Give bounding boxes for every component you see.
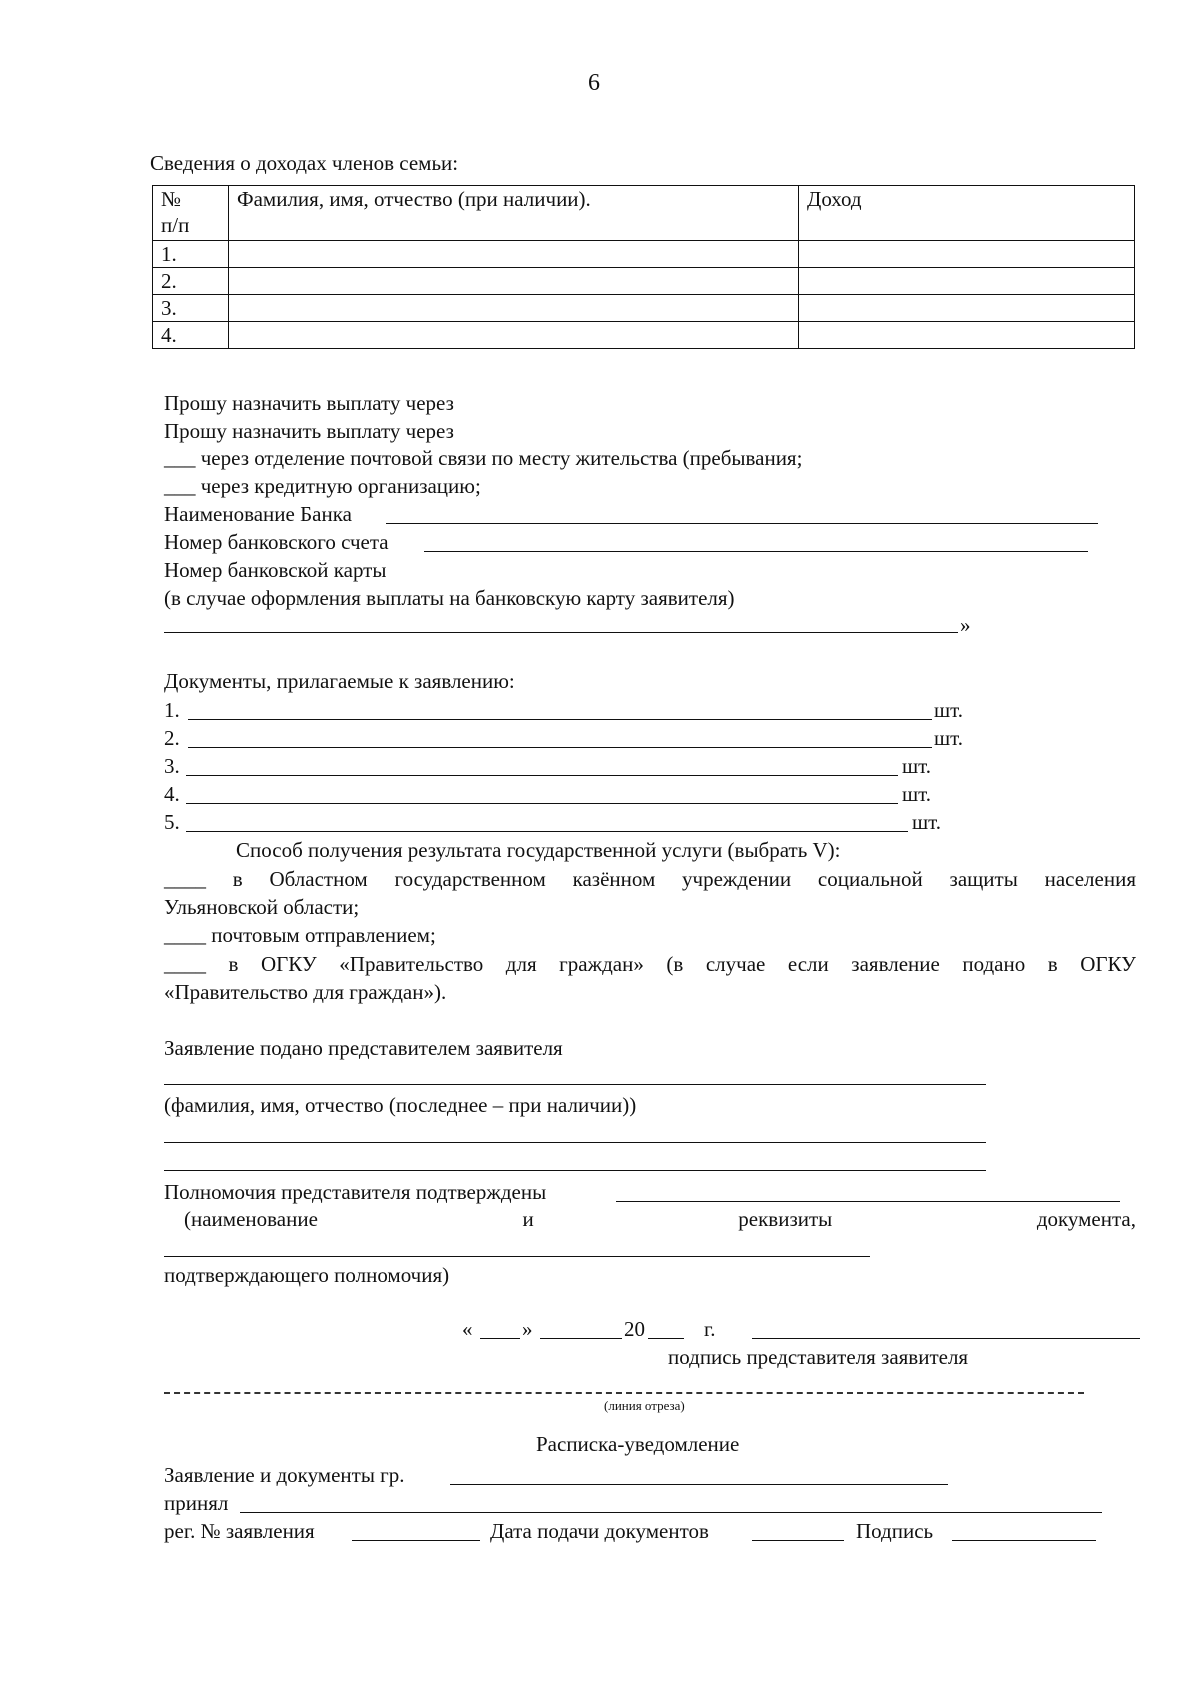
- row-income-cell[interactable]: [799, 295, 1135, 322]
- date-day-field[interactable]: [480, 1338, 520, 1339]
- authority-label: Полномочия представителя подтверждены: [164, 1180, 547, 1204]
- receipt-accepted-field[interactable]: [240, 1512, 1102, 1513]
- num-header-line2: п/п: [161, 213, 190, 237]
- row-name-cell[interactable]: [229, 295, 799, 322]
- authority-doc-caption-2: подтверждающего полномочия): [164, 1263, 450, 1287]
- receipt-sign-field[interactable]: [952, 1540, 1096, 1541]
- result-option-ogku-line2: Ульяновской области;: [164, 895, 360, 919]
- receipt-title: Расписка-уведомление: [536, 1432, 740, 1456]
- row-name-cell[interactable]: [229, 241, 799, 268]
- representative-extra-line[interactable]: [164, 1170, 986, 1171]
- receipt-reg-label: рег. № заявления: [164, 1519, 315, 1543]
- table-row: [153, 241, 1135, 268]
- representative-fio-caption: (фамилия, имя, отчество (последнее – при наличии)): [164, 1093, 637, 1117]
- document-num: 2.: [164, 726, 180, 750]
- representative-extra-line[interactable]: [164, 1142, 986, 1143]
- date-year-field[interactable]: [648, 1338, 684, 1339]
- date-open-quote: «: [462, 1317, 473, 1341]
- num-header: [153, 186, 229, 241]
- page-number: 6: [588, 70, 600, 96]
- receipt-accepted-label: принял: [164, 1491, 229, 1515]
- document-num: 3.: [164, 754, 180, 778]
- authority-field[interactable]: [616, 1201, 1120, 1202]
- document-num: 1.: [164, 698, 180, 722]
- date-close-quote: »: [522, 1317, 533, 1341]
- payment-line-1: Прошу назначить выплату через: [164, 391, 454, 415]
- payment-option-post[interactable]: ___ через отделение почтовой связи по месту жительства (пребывания;: [164, 446, 803, 470]
- receipt-docs-label: Заявление и документы гр.: [164, 1463, 405, 1487]
- document-field[interactable]: [188, 747, 932, 748]
- num-header-line1: №: [161, 187, 182, 211]
- document-unit: шт.: [912, 810, 942, 834]
- row-num: 4.: [153, 322, 229, 349]
- document-field[interactable]: [186, 803, 898, 804]
- receipt-date-label: Дата подачи документов: [490, 1519, 709, 1543]
- document-unit: шт.: [902, 782, 932, 806]
- row-num: 2.: [153, 268, 229, 295]
- table-row: [153, 295, 1135, 322]
- receipt-docs-field[interactable]: [450, 1484, 948, 1485]
- row-name-cell[interactable]: [229, 268, 799, 295]
- income-header: Доход: [799, 186, 1135, 241]
- card-note: (в случае оформления выплаты на банковскую карту заявителя): [164, 586, 735, 610]
- card-closing-quote: »: [960, 613, 971, 637]
- representative-title: Заявление подано представителем заявителя: [164, 1036, 563, 1060]
- income-section-title: Сведения о доходах членов семьи:: [150, 151, 459, 175]
- result-option-ogku-line1[interactable]: ____ в Областном государственном казённом учреждении социальной защиты населения: [164, 867, 1136, 891]
- date-year-suffix: г.: [704, 1317, 716, 1341]
- income-table-header: [153, 186, 1135, 241]
- result-option-mfc-line2: «Правительство для граждан»).: [164, 980, 447, 1004]
- income-table: [152, 185, 1135, 349]
- card-field[interactable]: [164, 632, 958, 633]
- table-row: [153, 268, 1135, 295]
- row-name-cell[interactable]: [229, 322, 799, 349]
- account-field[interactable]: [424, 551, 1088, 552]
- authority-doc-field[interactable]: [164, 1256, 870, 1257]
- card-label: Номер банковской карты: [164, 558, 387, 582]
- result-option-post[interactable]: ____ почтовым отправлением;: [164, 923, 436, 947]
- document-unit: шт.: [934, 726, 964, 750]
- representative-fio-field[interactable]: [164, 1084, 986, 1085]
- account-label: Номер банковского счета: [164, 530, 389, 554]
- table-row: [153, 322, 1135, 349]
- authority-doc-caption: (наименование и реквизиты документа,: [184, 1207, 1136, 1231]
- result-title: Способ получения результата государственной услуги (выбрать V):: [236, 838, 841, 862]
- receipt-reg-field[interactable]: [352, 1540, 480, 1541]
- name-header: Фамилия, имя, отчество (при наличии).: [229, 186, 799, 241]
- row-num: 1.: [153, 241, 229, 268]
- document-field[interactable]: [186, 775, 898, 776]
- payment-line-2: Прошу назначить выплату через: [164, 419, 454, 443]
- row-income-cell[interactable]: [799, 268, 1135, 295]
- cut-line-caption: (линия отреза): [604, 1398, 685, 1413]
- bank-name-label: Наименование Банка: [164, 502, 352, 526]
- document-num: 4.: [164, 782, 180, 806]
- signature-field[interactable]: [752, 1338, 1140, 1339]
- date-year-prefix: 20: [624, 1317, 645, 1341]
- row-num: 3.: [153, 295, 229, 322]
- documents-title: Документы, прилагаемые к заявлению:: [164, 669, 515, 693]
- document-field[interactable]: [186, 831, 908, 832]
- payment-option-bank[interactable]: ___ через кредитную организацию;: [164, 474, 481, 498]
- result-option-mfc-line1[interactable]: ____ в ОГКУ «Правительство для граждан» (в случае если заявление подано в ОГКУ: [164, 952, 1136, 976]
- document-field[interactable]: [188, 719, 932, 720]
- row-income-cell[interactable]: [799, 241, 1135, 268]
- row-income-cell[interactable]: [799, 322, 1135, 349]
- receipt-sign-label: Подпись: [856, 1519, 934, 1543]
- cut-line: [164, 1392, 1084, 1394]
- date-month-field[interactable]: [540, 1338, 622, 1339]
- signature-caption: подпись представителя заявителя: [668, 1345, 969, 1369]
- document-unit: шт.: [934, 698, 964, 722]
- receipt-date-field[interactable]: [752, 1540, 844, 1541]
- document-unit: шт.: [902, 754, 932, 778]
- bank-name-field[interactable]: [386, 523, 1098, 524]
- document-num: 5.: [164, 810, 180, 834]
